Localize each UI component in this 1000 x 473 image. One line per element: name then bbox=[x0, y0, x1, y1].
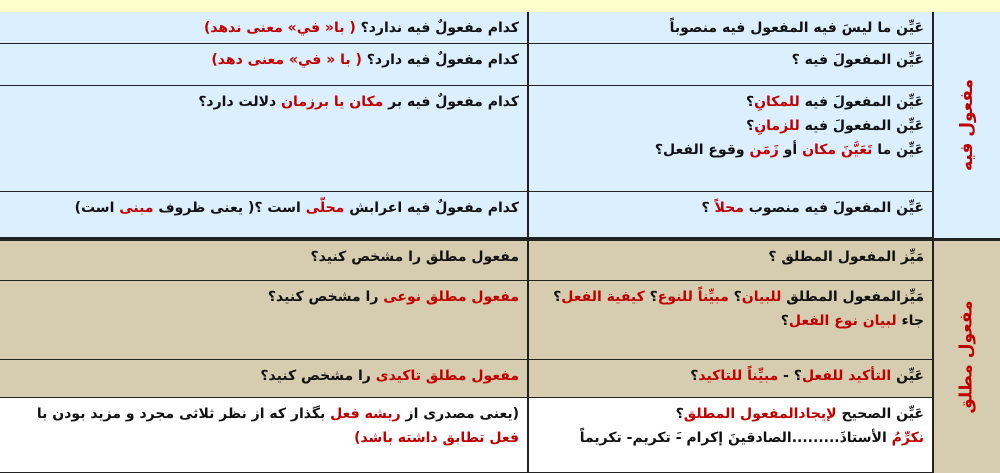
text-segment: عَیِّن الصحیح bbox=[836, 406, 924, 422]
text-segment: ؟ bbox=[675, 406, 684, 422]
text-line bbox=[537, 138, 924, 162]
arabic-question-cell bbox=[527, 86, 932, 191]
text-line bbox=[537, 402, 924, 426]
text-segment: مَیِّز المفعول المطلق ؟ bbox=[768, 249, 924, 265]
highlighted-text: مبیِّناً للنوع bbox=[657, 289, 729, 305]
section-divider bbox=[0, 238, 1000, 241]
text-line bbox=[537, 196, 924, 220]
text-segment: ؟ bbox=[745, 94, 755, 110]
table-row bbox=[0, 281, 932, 360]
highlighted-text: لإیجادالمفعول المطلق bbox=[683, 406, 837, 422]
text-segment: ؟ bbox=[644, 289, 658, 305]
text-segment: است ؟( یعنی ظروف bbox=[153, 200, 306, 216]
text-line bbox=[8, 245, 519, 269]
column-divider bbox=[527, 12, 529, 473]
text-segment: عَیِّن المفعولَ فیه bbox=[799, 118, 924, 134]
text-line bbox=[537, 309, 924, 333]
text-segment: مفعول مطلق را مشخص کنید؟ bbox=[310, 249, 519, 265]
text-segment: دلالت دارد؟ bbox=[198, 94, 282, 110]
highlighted-text: للمکانِ bbox=[754, 94, 800, 110]
text-segment: است) bbox=[74, 200, 120, 216]
table-row bbox=[0, 241, 932, 281]
arabic-question-cell bbox=[527, 360, 932, 397]
text-segment: عَیِّن المفعولَ فیه منصوب bbox=[743, 200, 924, 216]
section-label-maful-fih bbox=[932, 12, 1000, 238]
highlighted-text: مفعول مطلق نوعی bbox=[383, 289, 519, 305]
text-segment: کدام مفعولٌ فیه بر bbox=[383, 94, 519, 110]
text-segment: کدام مفعولٌ فیه اعرابش bbox=[344, 200, 519, 216]
text-segment: عَیِّن ما لیسَ فیه المفعول فیه منصوباً bbox=[669, 20, 924, 36]
highlighted-text: تَعَیَّنَ مکان bbox=[802, 142, 873, 158]
highlighted-text: نکرِّمُ bbox=[891, 430, 924, 446]
text-line bbox=[537, 16, 924, 40]
text-segment: ؟ bbox=[780, 313, 789, 329]
persian-question-cell bbox=[0, 241, 527, 280]
text-line bbox=[537, 48, 924, 72]
arabic-question-cell bbox=[527, 44, 932, 85]
text-segment: ؟ bbox=[746, 118, 755, 134]
highlighted-text: ریشه فعل bbox=[330, 406, 401, 422]
text-segment: عَیِّن bbox=[891, 368, 924, 384]
section-title: مفعول فیه bbox=[957, 78, 978, 172]
text-segment: عَیِّن ما bbox=[872, 142, 924, 158]
text-segment: بگذار که از نظر ثلاثی مجرد و مزید بودن با bbox=[36, 406, 331, 422]
table-row bbox=[0, 44, 932, 86]
arabic-question-cell bbox=[527, 281, 932, 359]
table-row bbox=[0, 86, 932, 192]
text-line bbox=[8, 402, 519, 426]
text-segment: أو bbox=[778, 142, 803, 158]
highlighted-text: محلاً bbox=[714, 200, 744, 216]
section-label-maful-motlagh bbox=[932, 241, 1000, 473]
highlighted-text: محلّی bbox=[305, 200, 345, 216]
persian-question-cell bbox=[0, 281, 527, 359]
text-segment: کدام مفعولٌ فیه ندارد؟ bbox=[355, 20, 519, 36]
persian-question-cell bbox=[0, 192, 527, 237]
section-title: مفعول مطلق bbox=[957, 300, 978, 414]
persian-question-cell bbox=[0, 86, 527, 191]
text-line bbox=[8, 426, 519, 450]
text-line bbox=[8, 48, 519, 72]
highlighted-text: التأکید للفعل bbox=[801, 368, 892, 384]
highlighted-text: زَمَن bbox=[749, 142, 779, 158]
text-line bbox=[8, 16, 519, 40]
text-segment: ؟ bbox=[690, 368, 699, 384]
arabic-question-cell bbox=[527, 241, 932, 280]
text-segment: وقوع الفعل؟ bbox=[654, 142, 750, 158]
arabic-question-cell bbox=[527, 398, 932, 472]
table-row bbox=[0, 12, 932, 44]
text-segment: کدام مفعولٌ فیه دارد؟ bbox=[361, 52, 519, 68]
text-segment: ؟ bbox=[553, 289, 562, 305]
highlighted-text: مبنی bbox=[119, 200, 154, 216]
highlighted-text: للزمانِ bbox=[754, 118, 800, 134]
highlighted-text: مبیِّناً للتاکید bbox=[698, 368, 779, 384]
text-line bbox=[537, 285, 924, 309]
text-line bbox=[537, 114, 924, 138]
persian-question-cell bbox=[0, 360, 527, 397]
arabic-question-cell bbox=[527, 192, 932, 237]
highlighted-text: للبیان bbox=[741, 289, 782, 305]
highlighted-text: فعل تطابق داشته باشد) bbox=[354, 430, 519, 446]
text-line bbox=[8, 364, 519, 388]
text-segment: جاء bbox=[896, 313, 924, 329]
persian-question-cell bbox=[0, 398, 527, 472]
highlighted-text: مکان یا برزمان bbox=[281, 94, 384, 110]
text-segment: را مشخص کنید؟ bbox=[260, 368, 376, 384]
text-line bbox=[8, 90, 519, 114]
text-segment: (یعنی مصدری از bbox=[400, 406, 519, 422]
text-segment: عَیِّن المفعولَ فیه bbox=[799, 94, 924, 110]
text-segment: عَیِّن المفعولَ فیه ؟ bbox=[791, 52, 924, 68]
text-line bbox=[537, 426, 924, 450]
highlighted-text: ( با« في» معنی ندهد) bbox=[203, 20, 356, 36]
text-line bbox=[537, 90, 924, 114]
table-row bbox=[0, 192, 932, 238]
text-segment: ؟ bbox=[701, 200, 715, 216]
text-segment: الأستاذَ.........الصادقینَ إکرام -َ تکریم- تکریماً bbox=[579, 430, 892, 446]
text-line bbox=[537, 245, 924, 269]
table-row bbox=[0, 398, 932, 473]
text-segment: را مشخص کنید؟ bbox=[267, 289, 384, 305]
highlighted-text: ( با « في» معنی دهد) bbox=[211, 52, 362, 68]
highlighted-text: مفعول مطلق تاکیدی bbox=[375, 368, 519, 384]
text-line bbox=[537, 364, 924, 388]
highlighted-text: کیفیة الفعل bbox=[561, 289, 645, 305]
arabic-question-cell bbox=[527, 12, 932, 43]
highlighted-text: لبیان نوع الفعل bbox=[788, 313, 897, 329]
text-segment: ؟ - bbox=[778, 368, 802, 384]
persian-question-cell bbox=[0, 44, 527, 85]
text-segment: ؟ bbox=[728, 289, 742, 305]
text-line bbox=[8, 285, 519, 309]
table-row bbox=[0, 360, 932, 398]
persian-question-cell bbox=[0, 12, 527, 43]
text-line bbox=[8, 196, 519, 220]
text-segment: مَیِّزالمفعول المطلق bbox=[781, 289, 924, 305]
